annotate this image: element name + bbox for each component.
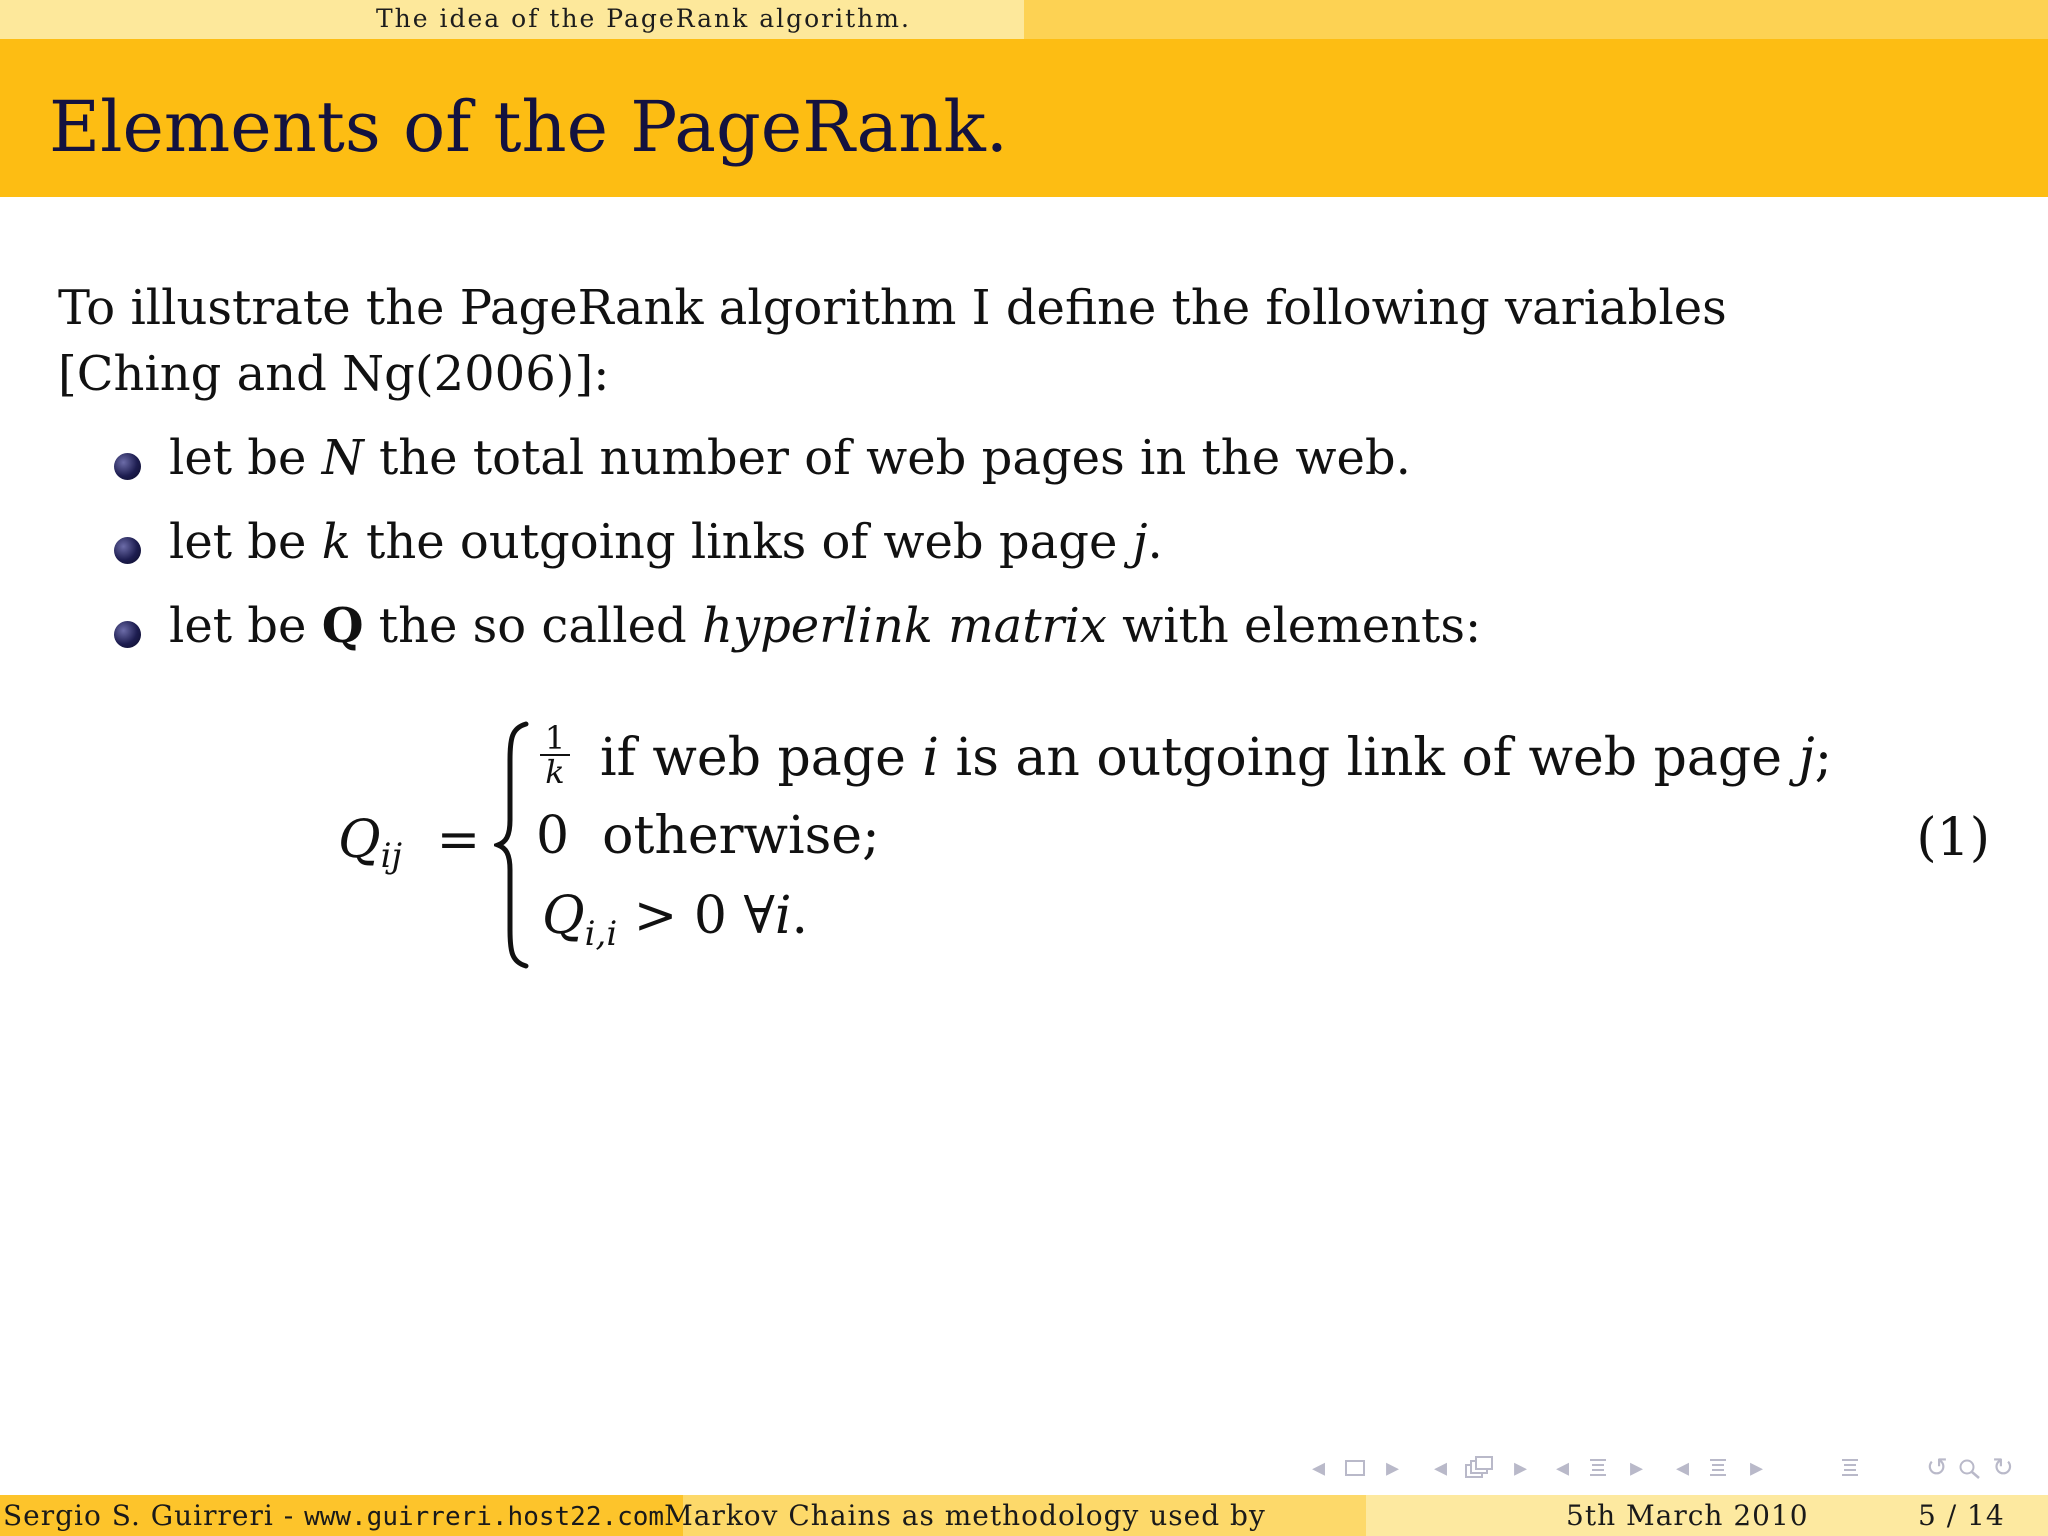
bullet-3-end: with elements: <box>1106 598 1482 654</box>
nav-document-icon[interactable] <box>1706 1457 1730 1479</box>
equation-number: (1) <box>1916 808 1990 868</box>
nav-document-prev-icon[interactable]: ◂ <box>1676 1453 1690 1483</box>
footline <box>0 1495 2048 1536</box>
case-2-text: 0 otherwise; <box>536 806 880 866</box>
bullet-item-1 <box>169 430 1411 486</box>
nav-section-prev-icon[interactable]: ◂ <box>1556 1453 1570 1483</box>
case-3-rest: > 0 ∀ <box>617 886 775 946</box>
bullet-3-post: the so called <box>363 598 703 654</box>
intro-line-1: To illustrate the PageRank algorithm I define the following variables <box>58 280 1727 336</box>
footer-author-line <box>3 1499 1266 1532</box>
bullet-2-post: the outgoing links of web page <box>350 514 1133 570</box>
nav-subsection-next-icon[interactable]: ▸ <box>1514 1453 1528 1483</box>
footer-author: Sergio S. Guirreri - <box>3 1499 305 1532</box>
footer-url: www.guirreri.host22.com <box>304 1502 665 1532</box>
bullet-item-2 <box>169 514 1163 570</box>
case-3-text <box>542 886 808 954</box>
case-1-text <box>600 728 1832 788</box>
bullet-2-pre: let be <box>169 514 322 570</box>
nav-frame-next-icon[interactable]: ▸ <box>1386 1453 1400 1483</box>
intro-line-2: [Ching and Ng(2006)]: <box>58 346 610 402</box>
footer-page-number: 5 / 14 <box>1918 1499 2005 1532</box>
bullet-1-pre: let be <box>169 430 322 486</box>
equation-lhs <box>338 810 480 876</box>
case-3-symbol-q: Q <box>542 886 585 946</box>
slide-title: Elements of the PageRank. <box>49 86 1009 168</box>
bullet-2-symbol: k <box>321 514 351 570</box>
nav-toc-icon[interactable] <box>1838 1457 1862 1479</box>
bullet-3-pre: let be <box>169 598 322 654</box>
nav-back-icon[interactable]: ↺ <box>1926 1453 1948 1483</box>
case-1-fraction <box>540 719 570 791</box>
equation-lhs-symbol: Q <box>338 810 381 870</box>
nav-forward-icon[interactable]: ↻ <box>1992 1453 2014 1483</box>
case-1-text-a: if web page <box>600 728 923 788</box>
bullet-marker-1 <box>114 453 141 480</box>
bullet-2-end: . <box>1147 514 1163 570</box>
bullet-3-symbol: Q <box>321 598 364 654</box>
nav-document-next-icon[interactable]: ▸ <box>1750 1453 1764 1483</box>
bullet-marker-3 <box>114 621 141 648</box>
nav-frame-icon[interactable] <box>1344 1459 1366 1477</box>
headline-section-title[interactable]: The idea of the PageRank algorithm. <box>376 4 911 33</box>
equation-lhs-subscript: ij <box>380 836 403 876</box>
nav-section-next-icon[interactable]: ▸ <box>1630 1453 1644 1483</box>
case-3-subscript: i,i <box>584 914 618 954</box>
nav-frame-prev-icon[interactable]: ◂ <box>1312 1453 1326 1483</box>
case-1-end: ; <box>1814 728 1833 788</box>
navigation-symbols <box>1300 1452 2048 1484</box>
bullet-marker-2 <box>114 537 141 564</box>
case-1-symbol-i: i <box>922 728 940 788</box>
case-1-text-b: is an outgoing link of web page <box>939 728 1799 788</box>
bullet-1-post: the total number of web pages in the web. <box>363 430 1411 486</box>
headline-bar <box>0 0 2048 39</box>
nav-search-icon[interactable] <box>1958 1458 1982 1480</box>
case-1-fraction-numerator: 1 <box>540 722 570 756</box>
nav-section-icon[interactable] <box>1586 1457 1610 1479</box>
nav-subsection-icon[interactable] <box>1464 1456 1494 1480</box>
bullet-2-symbol-j: j <box>1132 514 1148 570</box>
footer-talk-title: Markov Chains as methodology used by <box>664 1499 1266 1532</box>
bullet-item-3 <box>169 598 1481 654</box>
equation-block <box>0 700 2048 970</box>
title-bar <box>0 39 2048 197</box>
nav-subsection-prev-icon[interactable]: ◂ <box>1434 1453 1448 1483</box>
headline-section-box <box>0 0 1024 39</box>
equation-equals: = <box>436 810 481 870</box>
case-1-symbol-j: j <box>1798 728 1815 788</box>
footer-date: 5th March 2010 <box>1566 1499 1809 1532</box>
bullet-3-emphasis: hyperlink matrix <box>702 598 1107 654</box>
bullet-1-symbol: N <box>321 430 364 486</box>
case-1-fraction-denominator: k <box>545 753 565 791</box>
equation-left-brace <box>494 720 534 970</box>
case-3-symbol-i: i <box>774 886 792 946</box>
case-3-end: . <box>791 886 808 946</box>
